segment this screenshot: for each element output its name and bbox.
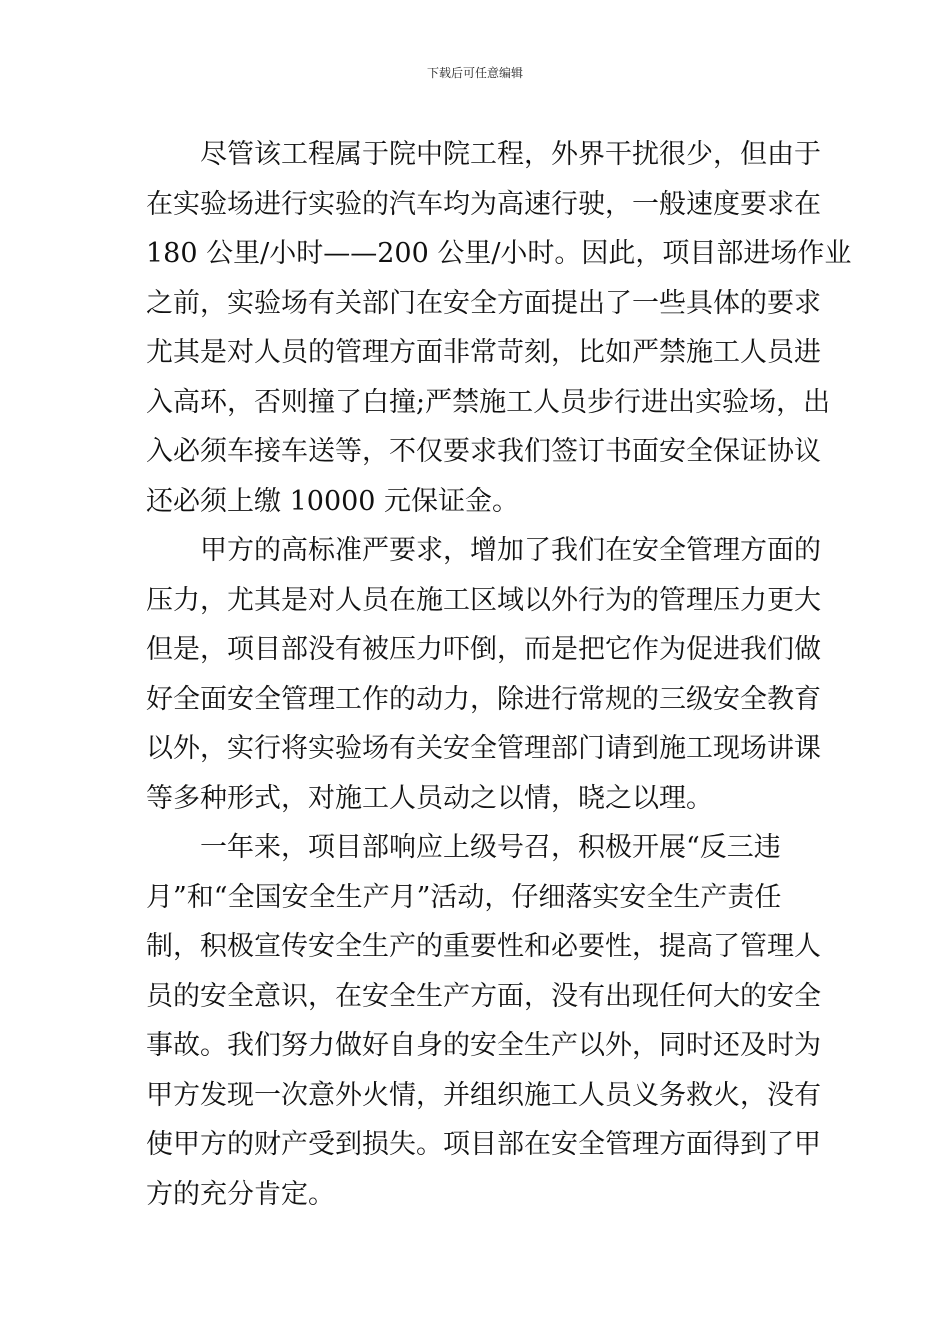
text-line: 入高环，否则撞了白撞;严禁施工人员步行进出实验场，出 xyxy=(146,386,831,418)
text-line: 方的充分肯定。 xyxy=(146,1178,335,1210)
text-line: 还必须上缴 10000 元保证金。 xyxy=(146,485,520,517)
text-line: 但是，项目部没有被压力吓倒，而是把它作为促进我们做 xyxy=(146,634,821,665)
paragraph-3 xyxy=(146,823,821,1219)
text-line: 在实验场进行实验的汽车均为高速行驶，一般速度要求在 xyxy=(146,188,821,220)
text-line: 压力，尤其是对人员在施工区域以外行为的管理压力更大 xyxy=(146,584,821,616)
text-line: 好全面安全管理工作的动力，除进行常规的三级安全教育 xyxy=(146,683,821,715)
text-line: 事故。我们努力做好自身的安全生产以外，同时还及时为 xyxy=(146,1030,821,1061)
text-line: 甲方发现一次意外火情，并组织施工人员义务救火，没有 xyxy=(146,1079,821,1111)
text-line: 180 公里/小时——200 公里/小时。因此，项目部进场作业 xyxy=(146,238,852,269)
text-line: 甲方的高标准严要求，增加了我们在安全管理方面的 xyxy=(200,535,821,566)
text-line: 等多种形式，对施工人员动之以情，晓之以理。 xyxy=(146,782,713,814)
text-line: 员的安全意识，在安全生产方面，没有出现任何大的安全 xyxy=(146,980,821,1012)
text-line: 一年来，项目部响应上级号召，积极开展“反三违 xyxy=(200,832,781,863)
paragraph-2 xyxy=(146,526,821,823)
document-body xyxy=(146,130,852,1219)
paragraph-1 xyxy=(146,130,852,526)
text-line: 尽管该工程属于院中院工程，外界干扰很少，但由于 xyxy=(200,139,821,170)
text-line: 之前，实验场有关部门在安全方面提出了一些具体的要求 xyxy=(146,287,821,319)
page-header: 下载后可任意编辑 xyxy=(426,66,523,80)
text-line: 月”和“全国安全生产月”活动，仔细落实安全生产责任 xyxy=(146,881,782,913)
text-line: 使甲方的财产受到损失。项目部在安全管理方面得到了甲 xyxy=(146,1129,821,1160)
text-line: 以外，实行将实验场有关安全管理部门请到施工现场讲课 xyxy=(146,733,821,764)
text-line: 入必须车接车送等，不仅要求我们签订书面安全保证协议 xyxy=(146,436,821,467)
text-line: 尤其是对人员的管理方面非常苛刻，比如严禁施工人员进 xyxy=(146,337,821,368)
text-line: 制，积极宣传安全生产的重要性和必要性，提高了管理人 xyxy=(146,931,821,962)
